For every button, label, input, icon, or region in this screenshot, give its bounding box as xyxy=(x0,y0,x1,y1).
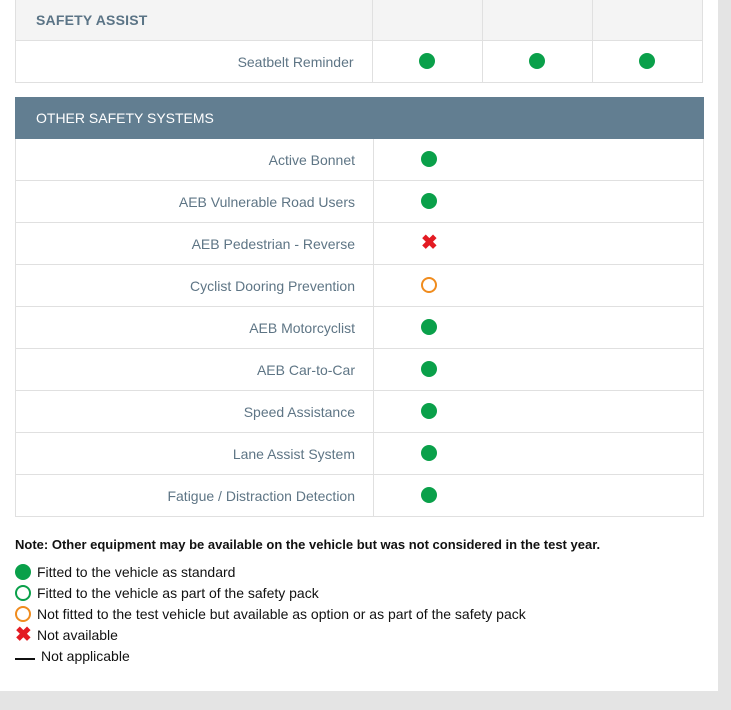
table-row xyxy=(16,181,704,223)
legend xyxy=(15,561,526,666)
note-text: Note: Other equipment may be available on the vehicle but was not considered in the test year. xyxy=(15,537,601,552)
green-dot-icon xyxy=(421,403,437,419)
safety-assist-header xyxy=(16,0,703,41)
green-dot-icon xyxy=(419,53,435,69)
table-row xyxy=(16,475,704,517)
legend-item xyxy=(15,561,526,582)
legend-label: Fitted to the vehicle as part of the safety pack xyxy=(37,584,319,601)
row-label: Cyclist Dooring Prevention xyxy=(16,265,374,307)
orange-ring-icon xyxy=(421,277,437,293)
green-dot-icon xyxy=(421,151,437,167)
row-label: AEB Vulnerable Road Users xyxy=(16,181,374,223)
table-row xyxy=(16,307,704,349)
green-dot-icon xyxy=(639,53,655,69)
legend-item xyxy=(15,582,526,603)
table-row xyxy=(16,433,704,475)
row-label: Lane Assist System xyxy=(16,433,374,475)
row-label: Active Bonnet xyxy=(16,139,374,181)
row-label: AEB Car-to-Car xyxy=(16,349,374,391)
safety-assist-table xyxy=(15,0,703,83)
section-title: OTHER SAFETY SYSTEMS xyxy=(16,98,704,139)
green-dot-icon xyxy=(15,564,31,580)
table-row xyxy=(16,349,704,391)
legend-label: Not applicable xyxy=(41,647,130,664)
table-row xyxy=(16,391,704,433)
legend-item xyxy=(15,645,526,666)
legend-label: Not fitted to the test vehicle but available as option or as part of the safety pack xyxy=(37,605,526,622)
legend-item xyxy=(15,624,526,645)
red-x-icon: ✖ xyxy=(15,623,32,646)
legend-item xyxy=(15,603,526,624)
table-row xyxy=(16,265,704,307)
orange-ring-icon xyxy=(15,606,31,622)
green-dot-icon xyxy=(421,193,437,209)
red-x-icon: ✖ xyxy=(421,232,438,255)
row-label: Seatbelt Reminder xyxy=(16,41,373,83)
row-label: AEB Motorcyclist xyxy=(16,307,374,349)
legend-label: Not available xyxy=(37,626,118,643)
table-row xyxy=(16,41,703,83)
table-row xyxy=(16,223,704,265)
green-dot-icon xyxy=(421,445,437,461)
green-dot-icon xyxy=(421,487,437,503)
other-safety-systems-table xyxy=(15,97,704,517)
green-dot-icon xyxy=(421,319,437,335)
row-label: Speed Assistance xyxy=(16,391,374,433)
table-row xyxy=(16,139,704,181)
row-label: Fatigue / Distraction Detection xyxy=(16,475,374,517)
other-systems-header xyxy=(16,98,704,139)
legend-label: Fitted to the vehicle as standard xyxy=(37,563,236,580)
dash-icon xyxy=(15,658,35,660)
green-dot-icon xyxy=(529,53,545,69)
green-dot-icon xyxy=(421,361,437,377)
row-label: AEB Pedestrian - Reverse xyxy=(16,223,374,265)
section-title: SAFETY ASSIST xyxy=(16,0,373,41)
green-ring-icon xyxy=(15,585,31,601)
